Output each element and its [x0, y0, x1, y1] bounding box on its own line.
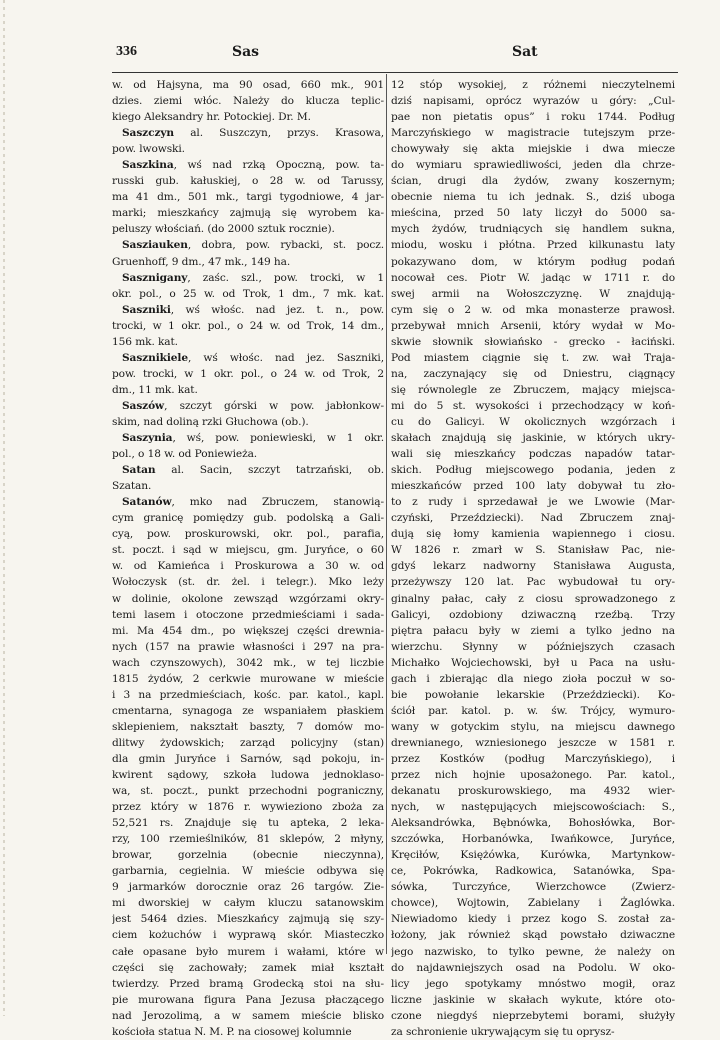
right-column-line: cym się o 2 w. od mka monasterze prawosł. [391, 303, 675, 316]
left-column-line: części się zachowały; zamek miał kształt [112, 961, 384, 974]
left-column-line: twierdzy. Przed bramą Grodecką stoi na słu- [112, 977, 384, 990]
left-column-line: przez który w 1876 r. wywieziono zboża za [112, 801, 384, 814]
left-column-line: jest 5464 dzies. Mieszkańcy zajmują się szy- [112, 913, 384, 926]
right-column-line: nocował ces. Piotr W. jadąc w 1711 r. do [391, 271, 675, 284]
left-column-line: Gruenhoff, 9 dm., 47 mk., 149 ha. [112, 255, 291, 268]
right-column-line: gach i zbierając dla niego zioła poczuł w so- [391, 672, 675, 685]
entry-headword: Saszów [122, 399, 165, 412]
left-column-line: pow. trocki, w 1 okr. pol., o 24 w. od Trok, 2 [112, 367, 384, 380]
left-column-line: w. od Kamieńca i Proskurowa a 30 w. od [112, 560, 384, 573]
right-column-line: szczówka, Horbanówka, Iwańkowce, Juryńce, [391, 833, 675, 846]
right-column-line: Pod miastem ciągnie się t. zw. wał Traja- [391, 351, 675, 364]
entry-headword: Satanów [122, 496, 172, 509]
right-column-line: przeżywszy 120 lat. Pac wybudował tu ory- [391, 576, 675, 589]
entry-headword: Sasznigany [122, 271, 188, 284]
left-column-line: Saszów, szczyt górski w pow. jabłonkow- [122, 399, 384, 412]
right-column-line: jego nazwisko, to tylko pewne, że należy on [391, 945, 675, 958]
right-column-line: się równolegle ze Zbruczem, mający miejsca- [391, 383, 675, 396]
right-running-headword: Sat [512, 44, 538, 60]
left-column-line: Satan al. Sacin, szczyt tatrzański, ob. [122, 464, 384, 477]
right-column-line: mych żydów, trudniących się handlem sukna, [391, 223, 675, 236]
right-column-line: mieszkańców przed 100 laty dobywał tu zło- [391, 480, 675, 493]
left-column-line: Saszkina, wś nad rzką Opoczną, pow. ta- [122, 159, 384, 172]
left-column-line: wach czynszowych), 3042 mk., w tej liczbie [112, 656, 384, 669]
right-column-line: chowywały się akta miejskie i dwa miecze [391, 143, 675, 156]
left-column-line: dm., 11 mk. kat. [112, 383, 198, 396]
left-column-line: nych (157 na prawie własności i 297 na pra- [112, 640, 384, 653]
entry-headword: Sasziauken [122, 239, 188, 252]
left-running-headword: Sas [232, 44, 260, 60]
right-column-line: Niewiadomo kiedy i przez kogo S. został za- [391, 913, 675, 926]
right-column-line: ginalny pałac, cały z ciosu sprowadzonego z [391, 592, 675, 605]
left-column-line: Wołoczysk (st. dr. żel. i telegr.). Mko leży [112, 576, 384, 589]
left-column-line: skim, nad doliną rzki Głuchowa (ob.). [112, 415, 309, 428]
left-column-line: nad Jerozolimą, a w samem mieście blisko [112, 1009, 384, 1022]
right-column-line: ścian, drugi dla żydów, zwany koszernym; [391, 175, 675, 188]
right-column-line: piętra pałacu były w ziemi a tylko jedno na [391, 624, 675, 637]
left-column-line: Sasziauken, dobra, pow. rybacki, st. pocz. [122, 239, 384, 252]
right-column-line: liczne jaskinie w skałach wykute, które oto- [391, 993, 675, 1006]
left-column-line: pow. lwowski. [112, 143, 185, 156]
left-column-line: pie murowana figura Pana Jezusa płaczącego [112, 993, 384, 1006]
left-column-line: kościoła statua N. M. P. na ciosowej kolumnie [112, 1025, 352, 1038]
right-column-line: dekanatu proskurowskiego, ma 4932 wier- [391, 785, 675, 798]
left-column-line: Satanów, mko nad Zbruczem, stanowią- [122, 496, 384, 509]
right-column-line: mieścina, przed 50 laty liczył do 5000 sa- [391, 207, 675, 220]
right-column-line: czyński, Przeździecki). Nad Zbruczem znaj- [391, 512, 675, 525]
right-column-line: przez Kostków (podług Marczyńskiego), i [391, 752, 675, 765]
left-column-line: i 3 na przedmieściach, kośc. par. katol., kapl. [112, 688, 384, 701]
right-column-line: mi do 5 st. wysokości i przechodzący w koń- [391, 399, 675, 412]
entry-headword: Sasznikiele [122, 351, 188, 364]
left-column-line: dla gmin Juryńce i Sarnów, sąd pokoju, in- [112, 752, 384, 765]
right-column-line: do wymiaru sprawiedliwości, jeden dla chrze- [391, 159, 675, 172]
right-column-line: Aleksandrówka, Bębnówka, Bohosłówka, Bor- [391, 817, 675, 830]
left-column-line: Saszynia, wś, pow. poniewieski, w 1 okr. [122, 432, 384, 445]
right-column-line: pokazywano dom, w którym podług podań [391, 255, 675, 268]
right-column-line: łożony, jak również skąd powstało dziwaczne [391, 929, 675, 942]
right-column-line: swej armii na Wołoszczyznę. W znajdują- [391, 287, 675, 300]
right-column-line: skwie słownik słowiańsko - grecko - łaciński. [391, 335, 675, 348]
left-column-line: cmentarna, synagoga ze wspaniałem płaskiem [112, 704, 384, 717]
entry-headword: Saszczyn [122, 127, 175, 140]
right-column-line: Galicyi, ozdobiony dziwaczną rzeźbą. Trzy [391, 608, 675, 621]
left-column-line: pol., o 18 w. od Poniewieża. [112, 448, 258, 461]
left-column-line: w. od Hajsyna, ma 90 osad, 660 mk., 901 [112, 79, 384, 91]
left-column-line: marki; mieszkańcy zajmują się wyrobem ka- [112, 207, 384, 220]
left-column-line: rzy, 100 rzemieślników, 81 sklepów, 2 młyny, [112, 833, 384, 846]
right-column-line: cu do Galicyi. W okolicznych wzgórzach i [391, 415, 675, 428]
right-column-line: pae non pietatis opus” i roku 1744. Podług [391, 111, 675, 124]
right-column-line: drewnianego, wzniesionego jeszcze w 1581 r. [391, 736, 675, 749]
right-column-line: ce, Pokrówka, Radkowica, Satanówka, Spa- [391, 865, 675, 878]
right-column-line: przez nich hojnie uposażonego. Par. katol., [391, 769, 675, 782]
right-column-line: Marczyńskiego w magistracie tutejszym prze- [391, 127, 675, 140]
right-column-line: gdyś lekarz nadworny Stanisława Augusta, [391, 560, 675, 573]
right-column-line: obecnie niema tu ich jednak. S., dziś uboga [391, 191, 675, 204]
right-column-line: czone niegdyś nieprzebytemi borami, służyły [391, 1009, 675, 1022]
left-column-line: Sasznikiele, wś włośc. nad jez. Saszniki, [122, 351, 384, 364]
left-column-line: peluszy włościań. (do 2000 sztuk rocznie). [112, 223, 335, 236]
left-column-line: browar, gorzelnia (obecnie nieczynna), [112, 849, 384, 862]
left-column-line: 9 jarmarków dorocznie oraz 26 targów. Zie- [112, 881, 384, 894]
left-column-line: russki gub. kałuskiej, o 28 w. od Tarussy, [112, 175, 384, 188]
left-column-line: ma 41 dm., 501 mk., targi tygodniowe, 4 jar- [112, 191, 384, 204]
left-column-line: dzies. ziemi włóc. Należy do klucza teplic- [112, 95, 384, 108]
scan-margin-mark [3, 0, 5, 1016]
right-column-line: 12 stóp wysokiej, z różnemi nieczytelnemi [391, 79, 675, 91]
right-column-line: sówka, Turczyńce, Wierzchowce (Zwierz- [391, 881, 675, 894]
left-column-line: całe opasane było murem i wałami, które w [112, 945, 384, 958]
right-column-line: ściół par. katol. p. w. św. Trójcy, wymuro- [391, 704, 675, 717]
entry-headword: Saszynia [122, 432, 173, 445]
left-column-line: kwirent sądowy, szkoła ludowa jednoklaso- [112, 769, 384, 782]
page-header [116, 44, 678, 66]
left-column-line: Saszniki, wś włośc. nad jez. t. n., pow. [122, 303, 384, 316]
right-column-line: chowce), Wojtowin, Zabielany i Żaglówka. [391, 897, 675, 910]
left-column-line: sklepieniem, nakształt baszty, 7 domów mo- [112, 720, 384, 733]
left-column [112, 77, 384, 1040]
right-column-line: wierzchu. Słynny w późniejszych czasach [391, 640, 675, 653]
right-column-line: bie powołanie lekarskie (Przeździecki). Ko- [391, 688, 675, 701]
right-column [391, 77, 675, 1040]
left-column-line: trocki, w 1 okr. pol., o 24 w. od Trok, 14 dm., [112, 319, 384, 332]
right-column-line: wany w gotyckim stylu, na miejscu dawnego [391, 720, 675, 733]
left-column-line: Saszczyn al. Suszczyn, przys. Krasowa, [122, 127, 384, 140]
right-column-line: nych, w następujących miejscowościach: S., [391, 801, 675, 814]
left-column-line: cym granicę pomiędzy gub. podolską a Gali- [112, 512, 384, 525]
left-column-line: cyą, pow. proskurowski, okr. pol., parafia, [112, 528, 384, 541]
left-column-line: ciem kożuchów i wyprawą skór. Miasteczko [112, 929, 384, 942]
entry-headword: Saszkina [122, 159, 174, 172]
left-column-line: mi. Ma 454 dm., po większej części drewnia- [112, 624, 384, 637]
right-column-line: skich. Podług miejscowego podania, jeden z [391, 464, 675, 477]
left-column-line: garbarnia, cegielnia. W mieście odbywa się [112, 865, 384, 878]
left-column-line: temi lasem i otoczone przedmieściami i sada- [112, 608, 384, 621]
header-rule [112, 72, 678, 73]
left-column-line: st. poczt. i sąd w miejscu, gm. Juryńce, o 60 [112, 544, 384, 557]
right-column-line: skałach znajdują się jaskinie, w których ukry- [391, 432, 675, 445]
left-column-line: 52,521 rs. Znajduje się tu apteka, 2 leka- [112, 817, 384, 830]
right-column-line: do najdawniejszych osad na Podolu. W oko- [391, 961, 675, 974]
right-column-line: Kręciłów, Księżówka, Kurówka, Martynkow- [391, 849, 675, 862]
right-column-line: dziś napisami, oprócz wyrazów u góry: „Cul- [391, 95, 675, 108]
entry-headword: Satan [122, 464, 156, 477]
left-column-line: w dolinie, okolone zewsząd wzgórzami okry- [112, 592, 384, 605]
left-column-line: 1815 żydów, 2 cerkwie murowane w mieście [112, 672, 384, 685]
right-column-line: na, zaczynający się od Dniestru, ciągnący [391, 367, 675, 380]
page-number: 336 [116, 44, 137, 59]
left-column-line: 156 mk. kat. [112, 335, 178, 348]
right-column-line: dują się łomy kamienia wapiennego i ciosu. [391, 528, 675, 541]
left-column-line: Szatan. [112, 480, 152, 493]
right-column-line: wali się mieszkańcy podczas napadów tatar- [391, 448, 675, 461]
right-column-line: licy jego spotykamy mnóstwo mogił, oraz [391, 977, 675, 990]
column-divider [386, 74, 387, 954]
left-column-line: wa, st. poczt., punkt przechodni pograniczny, [112, 785, 384, 798]
left-column-line: mi dworskiej w całym kluczu satanowskim [112, 897, 384, 910]
right-column-line: Michałko Wojciechowski, był u Paca na usłu- [391, 656, 675, 669]
right-column-line: to z rudy i sprzedawał je we Lwowie (Mar- [391, 496, 675, 509]
right-column-line: miodu, wosku i płótna. Przed kilkunastu laty [391, 239, 675, 252]
left-column-line: kiego Aleksandry hr. Potockiej. Dr. M. [112, 111, 311, 124]
left-column-line: dlitwy żydowskich; zarząd policyjny (stan) [112, 736, 384, 749]
right-column-line: przebywał mnich Arsenii, który wydał w Mo- [391, 319, 675, 332]
entry-headword: Saszniki [122, 303, 171, 316]
left-column-line: okr. pol., o 25 w. od Trok, 1 dm., 7 mk. kat. [112, 287, 384, 300]
right-column-line: W 1826 r. zmarł w S. Stanisław Pac, nie- [391, 544, 675, 557]
right-column-line: za schronienie ukrywającym się tu oprysz- [391, 1025, 615, 1038]
left-column-line: Sasznigany, zaśc. szl., pow. trocki, w 1 [122, 271, 384, 284]
